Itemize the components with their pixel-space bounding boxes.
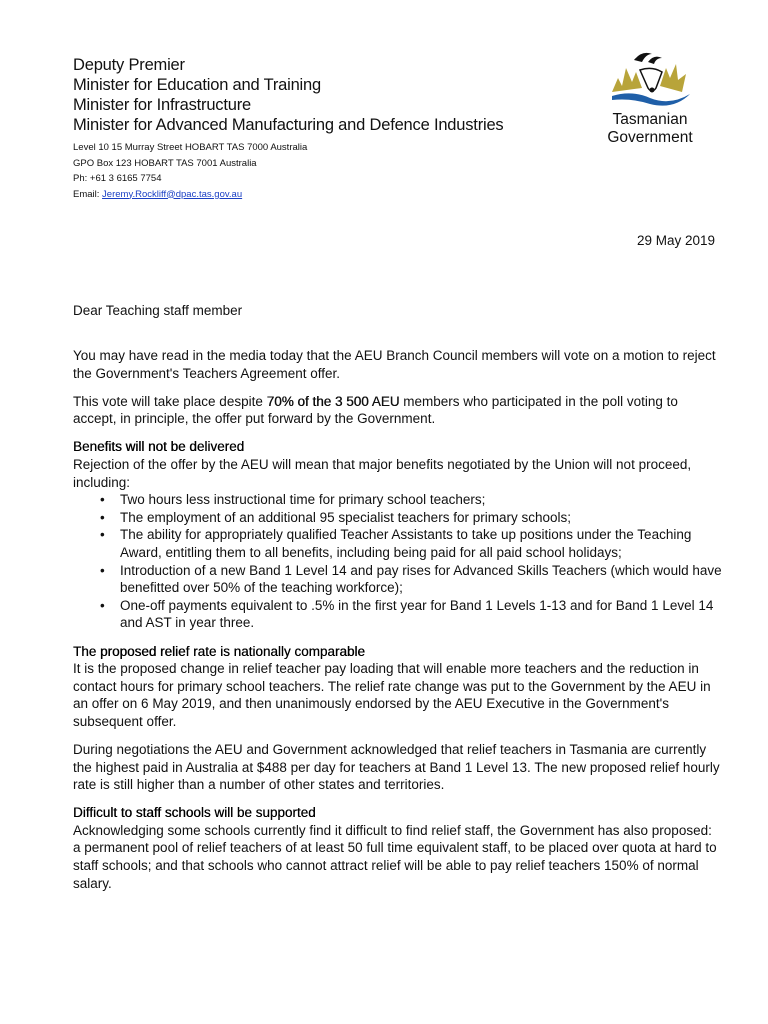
title-deputy-premier: Deputy Premier bbox=[73, 56, 185, 74]
heading-relief-rate: The proposed relief rate is nationally comparable bbox=[73, 643, 365, 659]
list-item: • One-off payments equivalent to .5% in the first year for Band 1 Levels 1-13 and for Band 1 Level 14 and AST in year three. bbox=[120, 597, 723, 632]
relief-paragraph-2: During negotiations the AEU and Government acknowledged that relief teachers in Tasmania are currently the highest paid in Australia at $488 per day for teachers at Band 1 Level 13. The new proposed relief hourly rate is still higher than a number of other states and territories. bbox=[73, 741, 720, 793]
benefits-list bbox=[73, 491, 723, 632]
letter-body bbox=[73, 302, 723, 903]
benefits-intro: Rejection of the offer by the AEU will mean that major benefits negotiated by the Union will not proceed, including: bbox=[73, 457, 692, 490]
list-item: • The employment of an additional 95 specialist teachers for primary schools; bbox=[120, 509, 723, 527]
list-item: • Introduction of a new Band 1 Level 14 and pay rises for Advanced Skills Teachers (which would have benefitted over 50% of the teaching workforce); bbox=[120, 562, 723, 597]
logo-text bbox=[590, 111, 710, 147]
list-item: • The ability for appropriately qualified Teacher Assistants to take up positions under the Teaching Award, entitling them to all benefits, including being paid for all paid school holidays; bbox=[120, 526, 723, 561]
logo-text-line1: Tasmanian bbox=[612, 111, 688, 128]
address-postal: GPO Box 123 HOBART TAS 7001 Australia bbox=[73, 157, 257, 169]
tasmanian-tiger-emblem-icon bbox=[590, 48, 710, 110]
email-line bbox=[73, 187, 307, 203]
difficult-schools-paragraph: Acknowledging some schools currently find it difficult to find relief staff, the Government has also proposed: a permanent pool of relief teachers of at least 50 full time equivalent staff, to be placed over quota at hard to staff schools; and that schools who cannot attract relief will be able to pay relief teachers 150% of normal salary. bbox=[73, 822, 717, 891]
title-infrastructure: Minister for Infrastructure bbox=[73, 96, 251, 114]
paragraph-2 bbox=[73, 393, 723, 428]
address-street: Level 10 15 Murray Street HOBART TAS 7000 Australia bbox=[73, 142, 308, 153]
list-item: • Two hours less instructional time for primary school teachers; bbox=[120, 491, 723, 509]
heading-difficult-schools: Difficult to staff schools will be supported bbox=[73, 805, 316, 821]
p2-text: This vote will take place despite bbox=[73, 393, 267, 409]
title-manufacturing: Minister for Advanced Manufacturing and Defence Industries bbox=[73, 116, 504, 134]
paragraph-1: You may have read in the media today that the AEU Branch Council members will vote on a motion to reject the Government's Teachers Agreement offer. bbox=[73, 348, 716, 381]
email-link[interactable]: Jeremy.Rockliff@dpac.tas.gov.au bbox=[102, 188, 243, 200]
relief-paragraph-1: It is the proposed change in relief teacher pay loading that will enable more teachers and the reduction in contact hours for primary school teachers. The relief rate change was put to the Government by the AEU in an offer on 6 May 2019, and then unanimously endorsed by the AEU Executive in the Government's subsequent offer. bbox=[73, 661, 711, 729]
salutation: Dear Teaching staff member bbox=[73, 303, 243, 318]
tasmanian-government-logo bbox=[590, 48, 710, 158]
title-education: Minister for Education and Training bbox=[73, 76, 321, 94]
phone: Ph: +61 3 6165 7754 bbox=[73, 173, 162, 184]
letter-date: 29 May 2019 bbox=[636, 233, 715, 248]
p2-text-end: members who participated in the poll voting to accept, in principle, the offer put forward by the Government. bbox=[73, 393, 678, 427]
address-block bbox=[73, 140, 307, 202]
letterhead-titles bbox=[73, 55, 503, 135]
p2-emphasis: 70% of the 3 500 AEU bbox=[266, 393, 400, 409]
logo-text-line2: Government bbox=[607, 129, 693, 146]
heading-benefits: Benefits will not be delivered bbox=[73, 439, 245, 455]
email-label: Email: bbox=[73, 188, 103, 200]
